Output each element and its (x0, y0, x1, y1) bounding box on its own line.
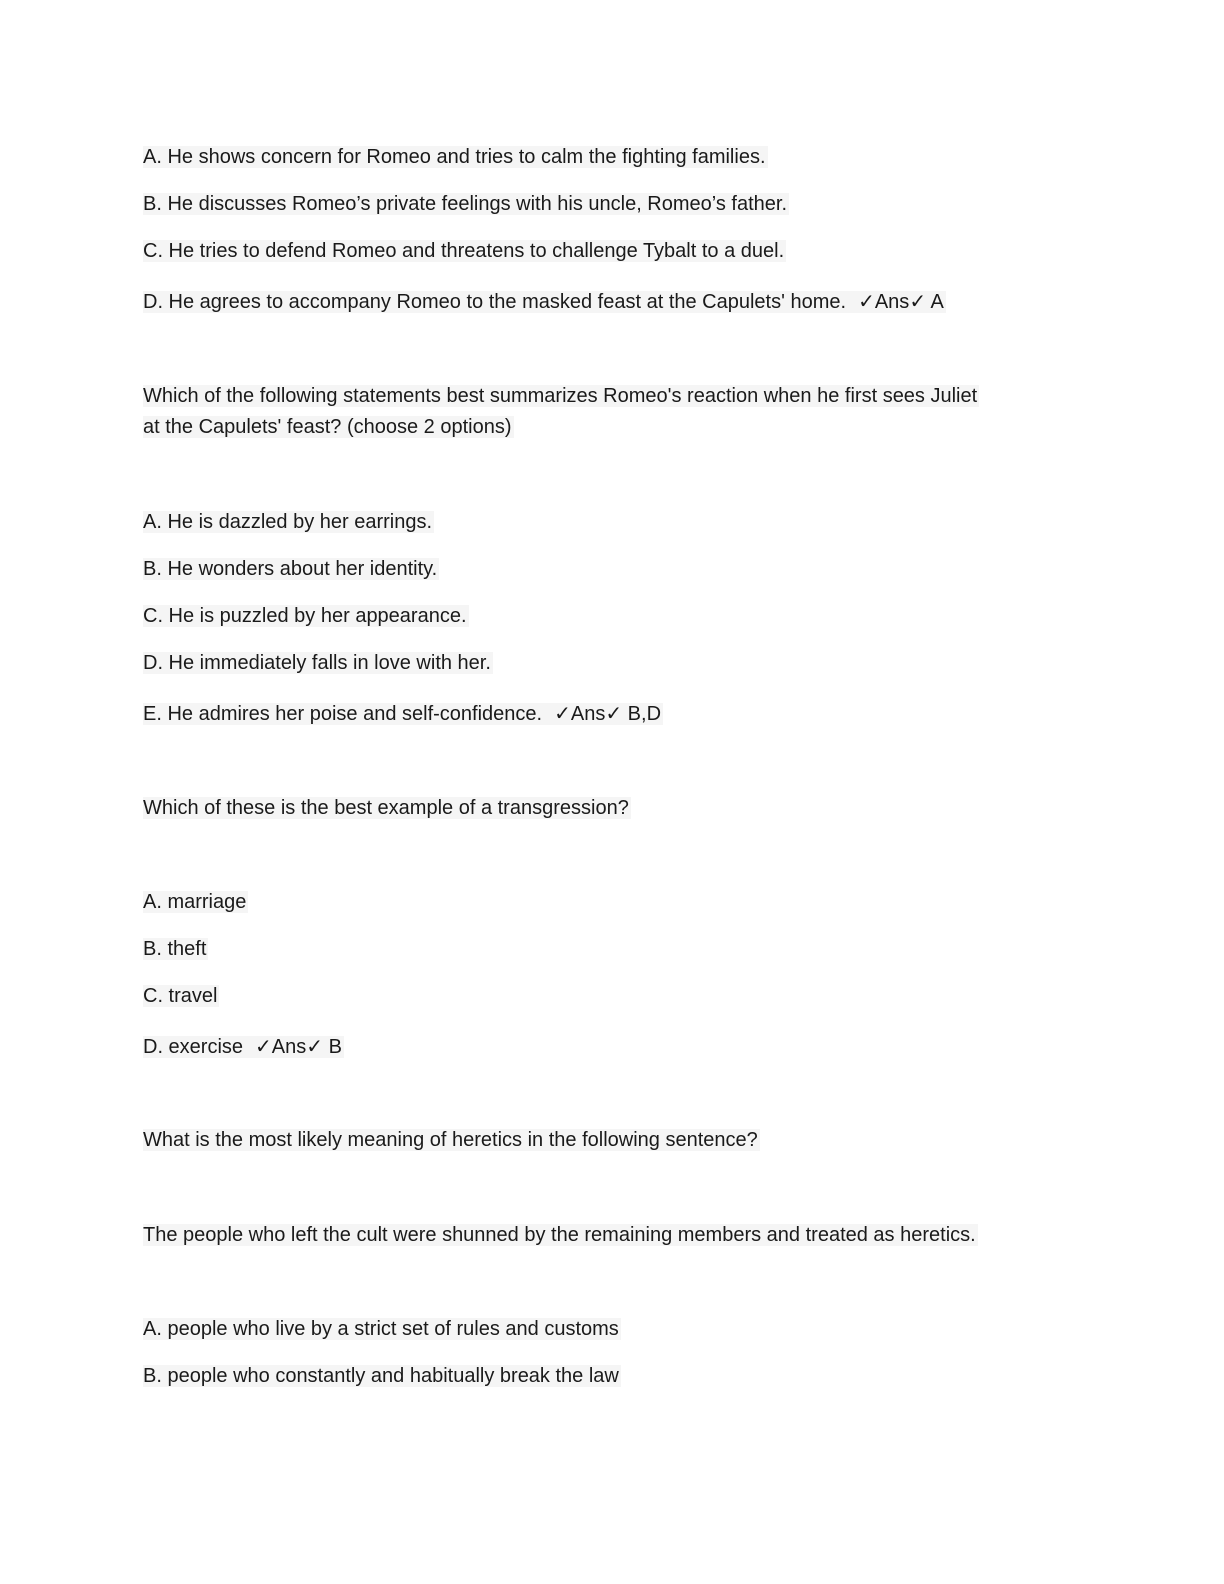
q1-option-b: B. He discusses Romeo’s private feelings with his uncle, Romeo’s father. (143, 193, 788, 215)
q1-option-a: A. He shows concern for Romeo and tries to calm the fighting families. (143, 146, 766, 168)
check-icon: ✓ (554, 701, 571, 725)
check-icon: ✓ (306, 1034, 324, 1058)
q4-question: What is the most likely meaning of heretics in the following sentence? (143, 1129, 758, 1151)
q2-answer: ✓Ans✓ B,D (554, 701, 662, 725)
q2-option-c: C. He is puzzled by her appearance. (143, 605, 467, 627)
q4-option-a: A. people who live by a strict set of rules and customs (143, 1318, 619, 1340)
q3-option-a: A. marriage (143, 891, 247, 913)
q3-option-d: D. exercise ✓Ans✓ B (143, 1034, 342, 1058)
check-icon: ✓ (255, 1034, 272, 1058)
q2-option-d: D. He immediately falls in love with her. (143, 652, 491, 674)
check-icon: ✓ (605, 701, 623, 725)
q2-question-line2: at the Capulets' feast? (choose 2 options) (143, 416, 512, 438)
q3-question: Which of these is the best example of a transgression? (143, 797, 629, 819)
q2-question-line1: Which of the following statements best summarizes Romeo's reaction when he first sees Juliet (143, 385, 978, 407)
q2-option-e: E. He admires her poise and self-confidence. ✓Ans✓ B,D (143, 701, 662, 725)
check-icon: ✓ (909, 289, 927, 313)
q1-option-c: C. He tries to defend Romeo and threatens to challenge Tybalt to a duel. (143, 240, 785, 262)
q1-answer: ✓Ans✓ A (858, 289, 944, 313)
q1-option-d: D. He agrees to accompany Romeo to the masked feast at the Capulets' home. ✓Ans✓ A (143, 289, 944, 313)
q3-option-c: C. travel (143, 985, 218, 1007)
q4-option-b: B. people who constantly and habitually break the law (143, 1365, 619, 1387)
q3-option-b: B. theft (143, 938, 207, 960)
q3-answer: ✓Ans✓ B (255, 1034, 342, 1058)
q4-sentence: The people who left the cult were shunned by the remaining members and treated as heretics. (143, 1224, 976, 1246)
check-icon: ✓ (858, 289, 875, 313)
q2-option-a: A. He is dazzled by her earrings. (143, 511, 433, 533)
q2-option-b: B. He wonders about her identity. (143, 558, 438, 580)
